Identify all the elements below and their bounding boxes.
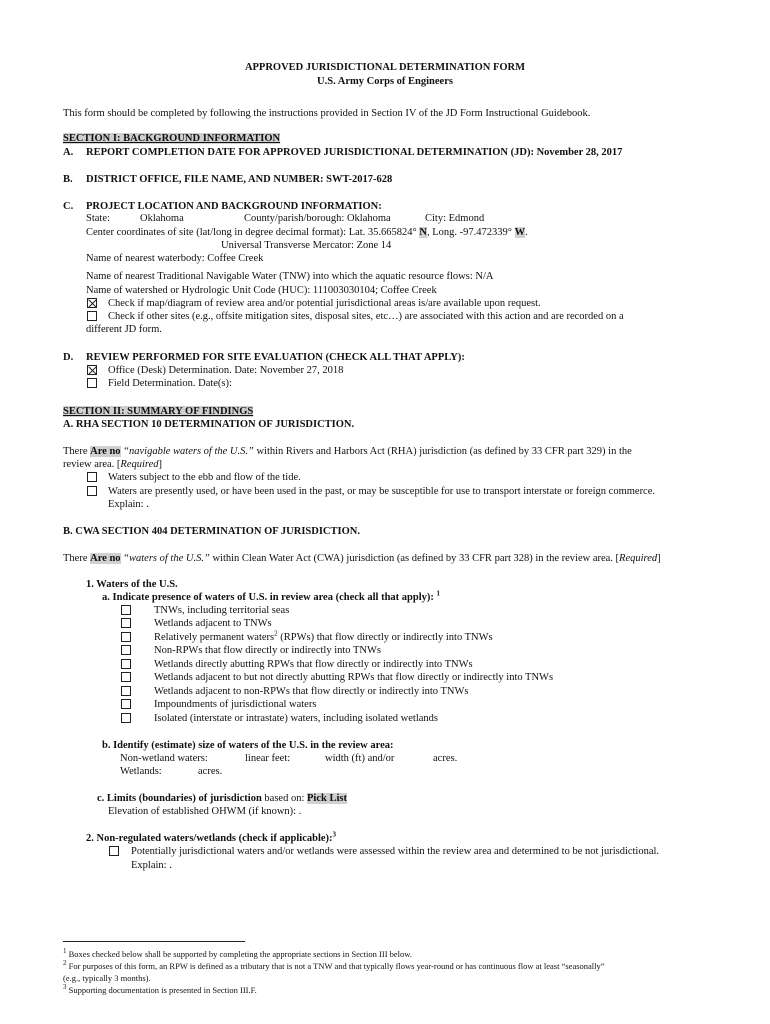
acres-label-1: acres.	[433, 753, 458, 764]
section1-b-label: B.	[63, 174, 73, 185]
intro-text: This form should be completed by following the instructions provided in Section IV of the JD Form Instructional Guidebook.	[63, 108, 591, 119]
commerce-checkbox[interactable]	[87, 486, 97, 496]
nearest-waterbody: Name of nearest waterbody: Coffee Creek	[86, 253, 264, 264]
state-value: Oklahoma	[140, 213, 184, 224]
project-location-heading: PROJECT LOCATION AND BACKGROUND INFORMATION:	[86, 201, 382, 212]
wetlands-non-rpw-label: Wetlands adjacent to non-RPWs that flow directly or indirectly into TNWs	[154, 686, 469, 697]
section2-heading: SECTION II: SUMMARY OF FINDINGS	[63, 406, 254, 417]
state-label: State:	[86, 213, 110, 224]
rha-explain: Explain: .	[108, 499, 149, 510]
isolated-waters-label: Isolated (interstate or intrastate) waters, including isolated wetlands	[154, 713, 438, 724]
city-field: City: Edmond	[425, 213, 485, 224]
form-title: APPROVED JURISDICTIONAL DETERMINATION FORM	[244, 62, 526, 73]
footnote-2: $^2$ For purposes of this form, an RPW is defined as a tributary that is not a TNW and that typically flows year-round or has continuous flow at least “seasonally”	[63, 959, 605, 971]
pick-list-dropdown[interactable]: Pick List	[307, 793, 347, 804]
utm-zone: Universal Transverse Mercator: Zone 14	[221, 240, 392, 251]
linear-feet-label: linear feet:	[245, 753, 291, 764]
cwa-heading: B. CWA SECTION 404 DETERMINATION OF JURISDICTION.	[63, 526, 360, 537]
wetlands-not-abutting-checkbox[interactable]	[121, 672, 131, 682]
cwa-statement: There Are no “waters of the U.S.” within Clean Water Act (CWA) jurisdiction (as defined by 33 CFR part 328) in the review area. [Required]	[63, 553, 661, 564]
footnote-1: $^1$ Boxes checked below shall be supported by completing the appropriate sections in Section III below.	[63, 947, 412, 959]
width-label: width (ft) and/or	[325, 753, 395, 764]
other-sites-checkbox[interactable]	[87, 311, 97, 321]
county-field: County/parish/borough: Oklahoma	[244, 213, 391, 224]
wetlands-abutting-rpw-checkbox[interactable]	[121, 659, 131, 669]
tnw-label: TNWs, including territorial seas	[154, 605, 290, 616]
ohwm-elevation: Elevation of established OHWM (if known): .	[108, 806, 302, 817]
not-jurisdictional-label: Potentially jurisdictional waters and/or wetlands were assessed within the review area and determined to be not jurisdictional.	[131, 846, 660, 857]
footnote-divider	[63, 941, 245, 942]
footnote-2-cont: (e.g., typically 3 months).	[63, 973, 151, 983]
office-determination-label: Office (Desk) Determination. Date: November 27, 2018	[108, 365, 344, 376]
acres-label-2: acres.	[198, 766, 223, 777]
rha-required: review area. [Required]	[63, 459, 163, 470]
section1-d-label: D.	[63, 352, 74, 363]
rha-statement: There Are no “navigable waters of the U.S.” within Rivers and Harbors Act (RHA) jurisdiction (as defined by 33 CFR part 329) in the	[63, 446, 632, 457]
tnw-checkbox[interactable]	[121, 605, 131, 615]
field-determination-label: Field Determination. Date(s):	[108, 378, 232, 389]
wetlands-adjacent-tnw-label: Wetlands adjacent to TNWs	[154, 618, 272, 629]
other-sites-label-cont: different JD form.	[86, 324, 162, 335]
report-completion-date: REPORT COMPLETION DATE FOR APPROVED JURISDICTIONAL DETERMINATION (JD): November 28, 2017	[86, 147, 623, 158]
center-coordinates: Center coordinates of site (lat/long in degree decimal format): Lat. 35.665824° N, Long. -97.472339° W.	[86, 227, 528, 238]
review-performed-heading: REVIEW PERFORMED FOR SITE EVALUATION (CHECK ALL THAT APPLY):	[86, 352, 465, 363]
rha-heading: A. RHA SECTION 10 DETERMINATION OF JURISDICTION.	[63, 419, 355, 430]
non-wetland-label: Non-wetland waters:	[120, 753, 208, 764]
watershed-huc: Name of watershed or Hydrologic Unit Code (HUC): 111003030104; Coffee Creek	[86, 285, 437, 296]
map-available-checkbox[interactable]	[87, 298, 97, 308]
section1-c-label: C.	[63, 201, 74, 212]
wetlands-label: Wetlands:	[120, 766, 162, 777]
isolated-waters-checkbox[interactable]	[121, 713, 131, 723]
field-determination-checkbox[interactable]	[87, 378, 97, 388]
other-sites-label: Check if other sites (e.g., offsite mitigation sites, disposal sites, etc…) are associated with this action and are recorded on a	[108, 311, 624, 322]
non-rpw-label: Non-RPWs that flow directly or indirectly into TNWs	[154, 645, 381, 656]
waters-of-us-heading: 1. Waters of the U.S.	[86, 579, 178, 590]
office-determination-checkbox[interactable]	[87, 365, 97, 375]
wetlands-abutting-rpw-label: Wetlands directly abutting RPWs that flow directly or indirectly into TNWs	[154, 659, 473, 670]
not-jurisdictional-checkbox[interactable]	[109, 846, 119, 856]
non-regulated-heading: 2. Non-regulated waters/wetlands (check if applicable):$^3$	[86, 830, 337, 844]
wetlands-not-abutting-label: Wetlands adjacent to but not directly abutting RPWs that flow directly or indirectly into TNWs	[154, 672, 554, 683]
non-regulated-explain: Explain: .	[131, 860, 172, 871]
form-subtitle: U.S. Army Corps of Engineers	[317, 76, 453, 87]
limits-of-jurisdiction: c. Limits (boundaries) of jurisdiction based on: Pick List	[97, 793, 347, 804]
section1-heading: SECTION I: BACKGROUND INFORMATION	[63, 133, 281, 144]
nearest-tnw: Name of nearest Traditional Navigable Water (TNW) into which the aquatic resource flows: N/A	[86, 271, 494, 282]
impoundments-checkbox[interactable]	[121, 699, 131, 709]
district-office: DISTRICT OFFICE, FILE NAME, AND NUMBER: SWT-2017-628	[86, 174, 393, 185]
rpw-label: Relatively permanent waters$^2$ (RPWs) that flow directly or indirectly into TNWs	[154, 629, 493, 643]
wetlands-adjacent-tnw-checkbox[interactable]	[121, 618, 131, 628]
indicate-presence-heading: a. Indicate presence of waters of U.S. in review area (check all that apply): $^1$	[102, 589, 440, 603]
section1-a-label: A.	[63, 147, 74, 158]
footnote-3: $^3$ Supporting documentation is presented in Section III.F.	[63, 983, 257, 995]
tide-label: Waters subject to the ebb and flow of the tide.	[108, 472, 301, 483]
wetlands-non-rpw-checkbox[interactable]	[121, 686, 131, 696]
map-available-label: Check if map/diagram of review area and/or potential jurisdictional areas is/are available upon request.	[108, 298, 541, 309]
tide-checkbox[interactable]	[87, 472, 97, 482]
impoundments-label: Impoundments of jurisdictional waters	[154, 699, 317, 710]
identify-size-heading: b. Identify (estimate) size of waters of the U.S. in the review area:	[102, 740, 394, 751]
commerce-label: Waters are presently used, or have been used in the past, or may be susceptible for use to transport interstate or foreign commerce.	[108, 486, 656, 497]
rpw-checkbox[interactable]	[121, 632, 131, 642]
non-rpw-checkbox[interactable]	[121, 645, 131, 655]
